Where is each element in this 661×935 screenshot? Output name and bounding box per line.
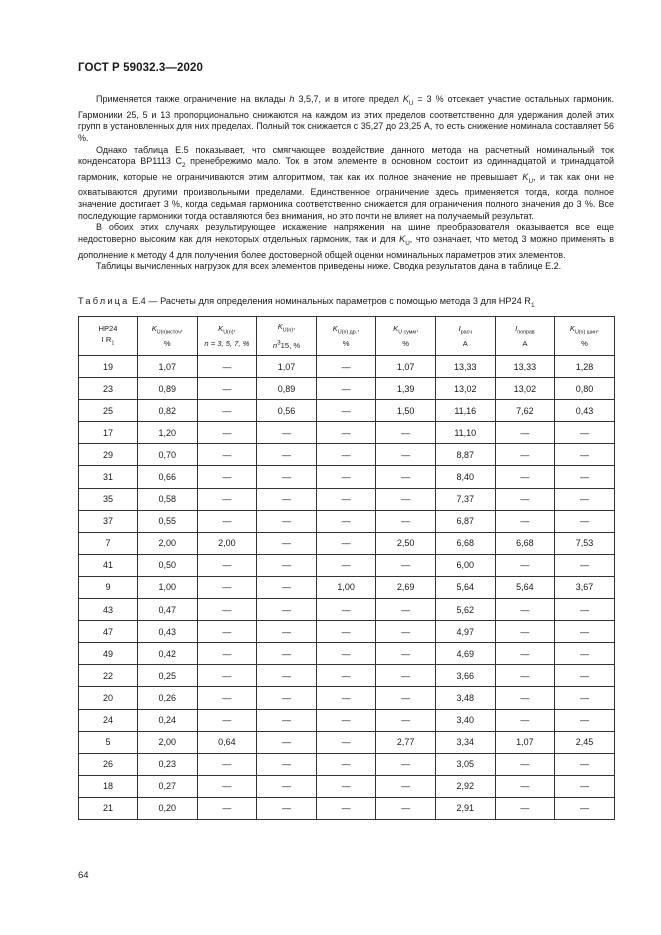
table-cell: 0,25 bbox=[138, 665, 198, 687]
table-row bbox=[79, 643, 615, 665]
table-cell: — bbox=[316, 643, 376, 665]
table-cell: — bbox=[316, 797, 376, 819]
table-cell: — bbox=[495, 554, 555, 576]
table-cell: — bbox=[495, 709, 555, 731]
body-text bbox=[78, 94, 614, 273]
table-cell: 11,10 bbox=[435, 422, 495, 444]
table-row bbox=[79, 510, 615, 532]
table-row bbox=[79, 444, 615, 466]
table-cell: 3,05 bbox=[435, 753, 495, 775]
table-cell: — bbox=[197, 709, 257, 731]
table-cell: — bbox=[555, 775, 615, 797]
table-cell: — bbox=[257, 444, 317, 466]
table-cell: — bbox=[197, 621, 257, 643]
table-row bbox=[79, 687, 615, 709]
table-cell: — bbox=[197, 466, 257, 488]
table-cell: 0,89 bbox=[138, 378, 198, 400]
table-cell: 13,33 bbox=[435, 356, 495, 378]
table-cell: 7,53 bbox=[555, 532, 615, 554]
table-cell: 26 bbox=[79, 753, 138, 775]
table-cell: — bbox=[376, 444, 436, 466]
table-cell: — bbox=[197, 687, 257, 709]
table-cell: 7,37 bbox=[435, 488, 495, 510]
table-cell: — bbox=[257, 554, 317, 576]
table-cell: 29 bbox=[79, 444, 138, 466]
table-caption: Таблица Е.4 — Расчеты для определения номинальных параметров с помощью метода 3 для НР24 $R_1$ bbox=[78, 296, 535, 309]
table-cell: 2,00 bbox=[197, 532, 257, 554]
table-cell: — bbox=[257, 643, 317, 665]
table-cell: — bbox=[555, 643, 615, 665]
table-row bbox=[79, 356, 615, 378]
table-cell: — bbox=[197, 356, 257, 378]
table-cell: 0,24 bbox=[138, 709, 198, 731]
table-cell: — bbox=[376, 753, 436, 775]
table-row bbox=[79, 599, 615, 621]
table-cell: 6,87 bbox=[435, 510, 495, 532]
document-header: ГОСТ Р 59032.3—2020 bbox=[78, 62, 203, 74]
table-cell: — bbox=[197, 643, 257, 665]
table-cell: 1,28 bbox=[555, 356, 615, 378]
paragraph-3: В обоих этих случаях результирующее искажение напряжения на шине преобразователя оказывается все еще недостоверно высоким как для некоторых отдельных гармоник, так и для $K_U$, что означает, что метод 3 можно применять в дополнение к методу 4 для получения более достоверной общей оценки номинальных параметров этих элементов. bbox=[78, 222, 614, 260]
table-cell: — bbox=[376, 797, 436, 819]
table-cell: 0,50 bbox=[138, 554, 198, 576]
table-row bbox=[79, 422, 615, 444]
table-cell: 2,92 bbox=[435, 775, 495, 797]
table-cell: 18 bbox=[79, 775, 138, 797]
table-cell: — bbox=[316, 709, 376, 731]
table-cell: — bbox=[316, 444, 376, 466]
table-cell: 2,00 bbox=[138, 731, 198, 753]
table-cell: — bbox=[495, 775, 555, 797]
table-cell: 0,20 bbox=[138, 797, 198, 819]
table-cell: 17 bbox=[79, 422, 138, 444]
table-cell: — bbox=[197, 599, 257, 621]
table-cell: — bbox=[495, 643, 555, 665]
table-cell: — bbox=[376, 621, 436, 643]
table-cell: 0,26 bbox=[138, 687, 198, 709]
table-cell: 0,89 bbox=[257, 378, 317, 400]
table-cell: 1,39 bbox=[376, 378, 436, 400]
table-cell: 2,50 bbox=[376, 532, 436, 554]
table-cell: — bbox=[257, 797, 317, 819]
table-cell: — bbox=[257, 488, 317, 510]
table-cell: — bbox=[376, 488, 436, 510]
table-cell: — bbox=[555, 709, 615, 731]
table-cell: 22 bbox=[79, 665, 138, 687]
table-cell: — bbox=[197, 510, 257, 532]
table-cell: 0,80 bbox=[555, 378, 615, 400]
table-cell: 8,40 bbox=[435, 466, 495, 488]
table-cell: — bbox=[257, 775, 317, 797]
col-header-i-corr: $I_{поправ}$ А bbox=[495, 317, 555, 356]
table-cell: — bbox=[555, 753, 615, 775]
table-cell: — bbox=[257, 532, 317, 554]
table-cell: 1,20 bbox=[138, 422, 198, 444]
table-cell: — bbox=[376, 775, 436, 797]
table-cell: — bbox=[555, 665, 615, 687]
table-cell: — bbox=[197, 576, 257, 598]
table-cell: — bbox=[316, 466, 376, 488]
table-cell: — bbox=[257, 753, 317, 775]
table-cell: 47 bbox=[79, 621, 138, 643]
table-row bbox=[79, 753, 615, 775]
table-cell: — bbox=[555, 797, 615, 819]
table-cell: — bbox=[376, 554, 436, 576]
table-row bbox=[79, 665, 615, 687]
table-cell: 6,68 bbox=[495, 532, 555, 554]
col-header-ku-sum: $K_{U сумм}$, % bbox=[376, 317, 436, 356]
table-cell: 8,87 bbox=[435, 444, 495, 466]
col-header-ku-357: $K_{U(n)}$, n = 3, 5, 7, % bbox=[197, 317, 257, 356]
table-row bbox=[79, 532, 615, 554]
table-cell: — bbox=[257, 621, 317, 643]
table-cell: — bbox=[555, 599, 615, 621]
table-cell: 13,02 bbox=[435, 378, 495, 400]
table-cell: 1,00 bbox=[138, 576, 198, 598]
caption-text: Е.4 — Расчеты для определения номинальных параметров с помощью метода 3 для НР24 R bbox=[129, 296, 531, 306]
table-row bbox=[79, 731, 615, 753]
table-row bbox=[79, 576, 615, 598]
table-cell: — bbox=[316, 621, 376, 643]
table-header-row bbox=[79, 317, 615, 356]
paragraph-2: Однако таблица Е.5 показывает, что смягчающее воздействие данного метода на расчетный номинальный ток конденсатора ВР1113 $С_2$ пренебрежимо мало. Ток в этом элементе в основном состоит из одиннадцатой и тринадцатой гармоник, которые не ограничиваются этим алгоритмом, так как их полное значение не превышает $K_U$, и так как они не охватываются другими произвольными пределами. Единственное ограничение здесь применяется тогда, когда полное значение достигает 3 %, когда седьмая гармоника соответственно снижается для ограничения полного значения до 3 %. Все последующие гармоники тогда оставляются без внимания, но это почти не влияет на получаемый результат. bbox=[78, 144, 614, 221]
table-cell: 13,02 bbox=[495, 378, 555, 400]
table-cell: 11,16 bbox=[435, 400, 495, 422]
table-cell: — bbox=[257, 510, 317, 532]
table-cell: 5,62 bbox=[435, 599, 495, 621]
table-cell: — bbox=[197, 554, 257, 576]
table-row bbox=[79, 400, 615, 422]
table-row bbox=[79, 797, 615, 819]
table-cell: 1,50 bbox=[376, 400, 436, 422]
table-cell: — bbox=[376, 510, 436, 532]
table-cell: — bbox=[316, 378, 376, 400]
table-cell: 6,00 bbox=[435, 554, 495, 576]
table-cell: — bbox=[197, 488, 257, 510]
table-cell: — bbox=[495, 687, 555, 709]
table-cell: — bbox=[376, 599, 436, 621]
table-cell: — bbox=[495, 797, 555, 819]
table-cell: 13,33 bbox=[495, 356, 555, 378]
table-cell: — bbox=[257, 665, 317, 687]
table-cell: — bbox=[555, 510, 615, 532]
table-cell: 35 bbox=[79, 488, 138, 510]
table-row bbox=[79, 378, 615, 400]
table-cell: 0,82 bbox=[138, 400, 198, 422]
table-cell: — bbox=[555, 621, 615, 643]
table-cell: 5,64 bbox=[495, 576, 555, 598]
table-row bbox=[79, 709, 615, 731]
table-row bbox=[79, 488, 615, 510]
table-cell: 7,62 bbox=[495, 400, 555, 422]
table-cell: 21 bbox=[79, 797, 138, 819]
table-cell: 0,56 bbox=[257, 400, 317, 422]
table-cell: — bbox=[197, 444, 257, 466]
table-cell: — bbox=[316, 599, 376, 621]
table-cell: 31 bbox=[79, 466, 138, 488]
table-cell: — bbox=[316, 753, 376, 775]
table-cell: — bbox=[257, 599, 317, 621]
table-cell: — bbox=[495, 466, 555, 488]
table-cell: 0,43 bbox=[555, 400, 615, 422]
table-cell: 0,66 bbox=[138, 466, 198, 488]
table-cell: 19 bbox=[79, 356, 138, 378]
table-cell: 4,97 bbox=[435, 621, 495, 643]
table-cell: 3,34 bbox=[435, 731, 495, 753]
table-cell: 5 bbox=[79, 731, 138, 753]
table-cell: 0,47 bbox=[138, 599, 198, 621]
table-row bbox=[79, 621, 615, 643]
table-cell: — bbox=[376, 709, 436, 731]
table-cell: — bbox=[316, 687, 376, 709]
table-cell: 0,42 bbox=[138, 643, 198, 665]
table-cell: 6,68 bbox=[435, 532, 495, 554]
table-cell: 43 bbox=[79, 599, 138, 621]
table-cell: — bbox=[495, 488, 555, 510]
table-cell: 41 bbox=[79, 554, 138, 576]
table-cell: — bbox=[257, 422, 317, 444]
table-cell: 23 bbox=[79, 378, 138, 400]
table-cell: 0,23 bbox=[138, 753, 198, 775]
table-cell: 37 bbox=[79, 510, 138, 532]
table-cell: 9 bbox=[79, 576, 138, 598]
table-cell: — bbox=[555, 466, 615, 488]
col-header-harmonic: НР24 I $R_1$ bbox=[79, 317, 138, 356]
table-cell: 4,69 bbox=[435, 643, 495, 665]
results-table bbox=[78, 316, 615, 820]
table-cell: — bbox=[316, 665, 376, 687]
table-cell: — bbox=[316, 532, 376, 554]
table-cell: 3,40 bbox=[435, 709, 495, 731]
table-cell: — bbox=[376, 466, 436, 488]
table-cell: — bbox=[555, 554, 615, 576]
col-header-i-calc: $I_{расч}$ А bbox=[435, 317, 495, 356]
table-cell: 20 bbox=[79, 687, 138, 709]
table-cell: — bbox=[376, 665, 436, 687]
table-cell: — bbox=[316, 488, 376, 510]
col-header-ku-other: $K_{U(n) др.}$, % bbox=[316, 317, 376, 356]
table-cell: — bbox=[555, 687, 615, 709]
table-cell: 0,43 bbox=[138, 621, 198, 643]
table-cell: — bbox=[197, 400, 257, 422]
table-cell: 25 bbox=[79, 400, 138, 422]
table-cell: — bbox=[316, 510, 376, 532]
table-cell: — bbox=[316, 422, 376, 444]
table-cell: — bbox=[495, 599, 555, 621]
col-header-ku-source: $K_{U(n)источ}$, % bbox=[138, 317, 198, 356]
table-cell: 3,48 bbox=[435, 687, 495, 709]
table-cell: 2,69 bbox=[376, 576, 436, 598]
table-cell: 2,91 bbox=[435, 797, 495, 819]
table-cell: — bbox=[257, 709, 317, 731]
page-number: 64 bbox=[78, 870, 89, 881]
table-cell: 2,77 bbox=[376, 731, 436, 753]
table-cell: — bbox=[257, 576, 317, 598]
table-cell: — bbox=[257, 687, 317, 709]
table-cell: — bbox=[197, 422, 257, 444]
table-cell: 24 bbox=[79, 709, 138, 731]
paragraph-4: Таблицы вычисленных нагрузок для всех элементов приведены ниже. Сводка результатов дана в таблице Е.2. bbox=[96, 261, 562, 272]
table-cell: 1,07 bbox=[257, 356, 317, 378]
table-cell: — bbox=[495, 422, 555, 444]
table-cell: 49 bbox=[79, 643, 138, 665]
table-cell: 0,58 bbox=[138, 488, 198, 510]
table-cell: — bbox=[197, 665, 257, 687]
table-cell: 0,64 bbox=[197, 731, 257, 753]
table-cell: — bbox=[316, 554, 376, 576]
table-cell: — bbox=[316, 400, 376, 422]
table-cell: 3,66 bbox=[435, 665, 495, 687]
table-cell: 0,70 bbox=[138, 444, 198, 466]
table-cell: — bbox=[257, 466, 317, 488]
table-cell: — bbox=[316, 775, 376, 797]
table-cell: — bbox=[257, 731, 317, 753]
table-cell: — bbox=[555, 444, 615, 466]
table-cell: — bbox=[376, 687, 436, 709]
table-cell: 0,27 bbox=[138, 775, 198, 797]
table-cell: 2,45 bbox=[555, 731, 615, 753]
caption-label: Таблица bbox=[78, 296, 130, 306]
table-cell: — bbox=[316, 356, 376, 378]
table-cell: — bbox=[495, 621, 555, 643]
table-cell: — bbox=[495, 510, 555, 532]
table-cell: 3,67 bbox=[555, 576, 615, 598]
col-header-ku-bus: $K_{U(n) шин}$, % bbox=[555, 317, 615, 356]
table-cell: 0,55 bbox=[138, 510, 198, 532]
table-cell: 2,00 bbox=[138, 532, 198, 554]
table-cell: — bbox=[555, 488, 615, 510]
table-cell: 1,07 bbox=[376, 356, 436, 378]
table-cell: 7 bbox=[79, 532, 138, 554]
table-row bbox=[79, 466, 615, 488]
paragraph-1: Применяется также ограничение на вклады h 3,5,7, и в итоге предел $K_U = 3$ % отсекает участие остальных гармоник. Гармоники 25, 5 и 13 пропорционально снижаются на каждом из этих пределов соответственно для удержания долей этих групп в установленных для них пределах. Полный ток снижается с 35,27 до 23,25 А, то есть снижение номинала составляет 56 %. bbox=[78, 94, 614, 143]
table-cell: — bbox=[495, 444, 555, 466]
table-cell: — bbox=[376, 422, 436, 444]
table-row bbox=[79, 775, 615, 797]
table-cell: — bbox=[197, 753, 257, 775]
table-cell: 1,07 bbox=[495, 731, 555, 753]
table-cell: 5,64 bbox=[435, 576, 495, 598]
table-cell: — bbox=[197, 797, 257, 819]
table-cell: — bbox=[197, 775, 257, 797]
table-cell: 1,00 bbox=[316, 576, 376, 598]
table-cell: — bbox=[197, 378, 257, 400]
table-cell: — bbox=[495, 753, 555, 775]
table-cell: — bbox=[376, 643, 436, 665]
col-header-ku-15: $K_{U(n)}$, $n^315$, % bbox=[257, 317, 317, 356]
table-cell: — bbox=[495, 665, 555, 687]
table-cell: — bbox=[316, 731, 376, 753]
table-cell: — bbox=[555, 422, 615, 444]
table-cell: 1,07 bbox=[138, 356, 198, 378]
table-row bbox=[79, 554, 615, 576]
